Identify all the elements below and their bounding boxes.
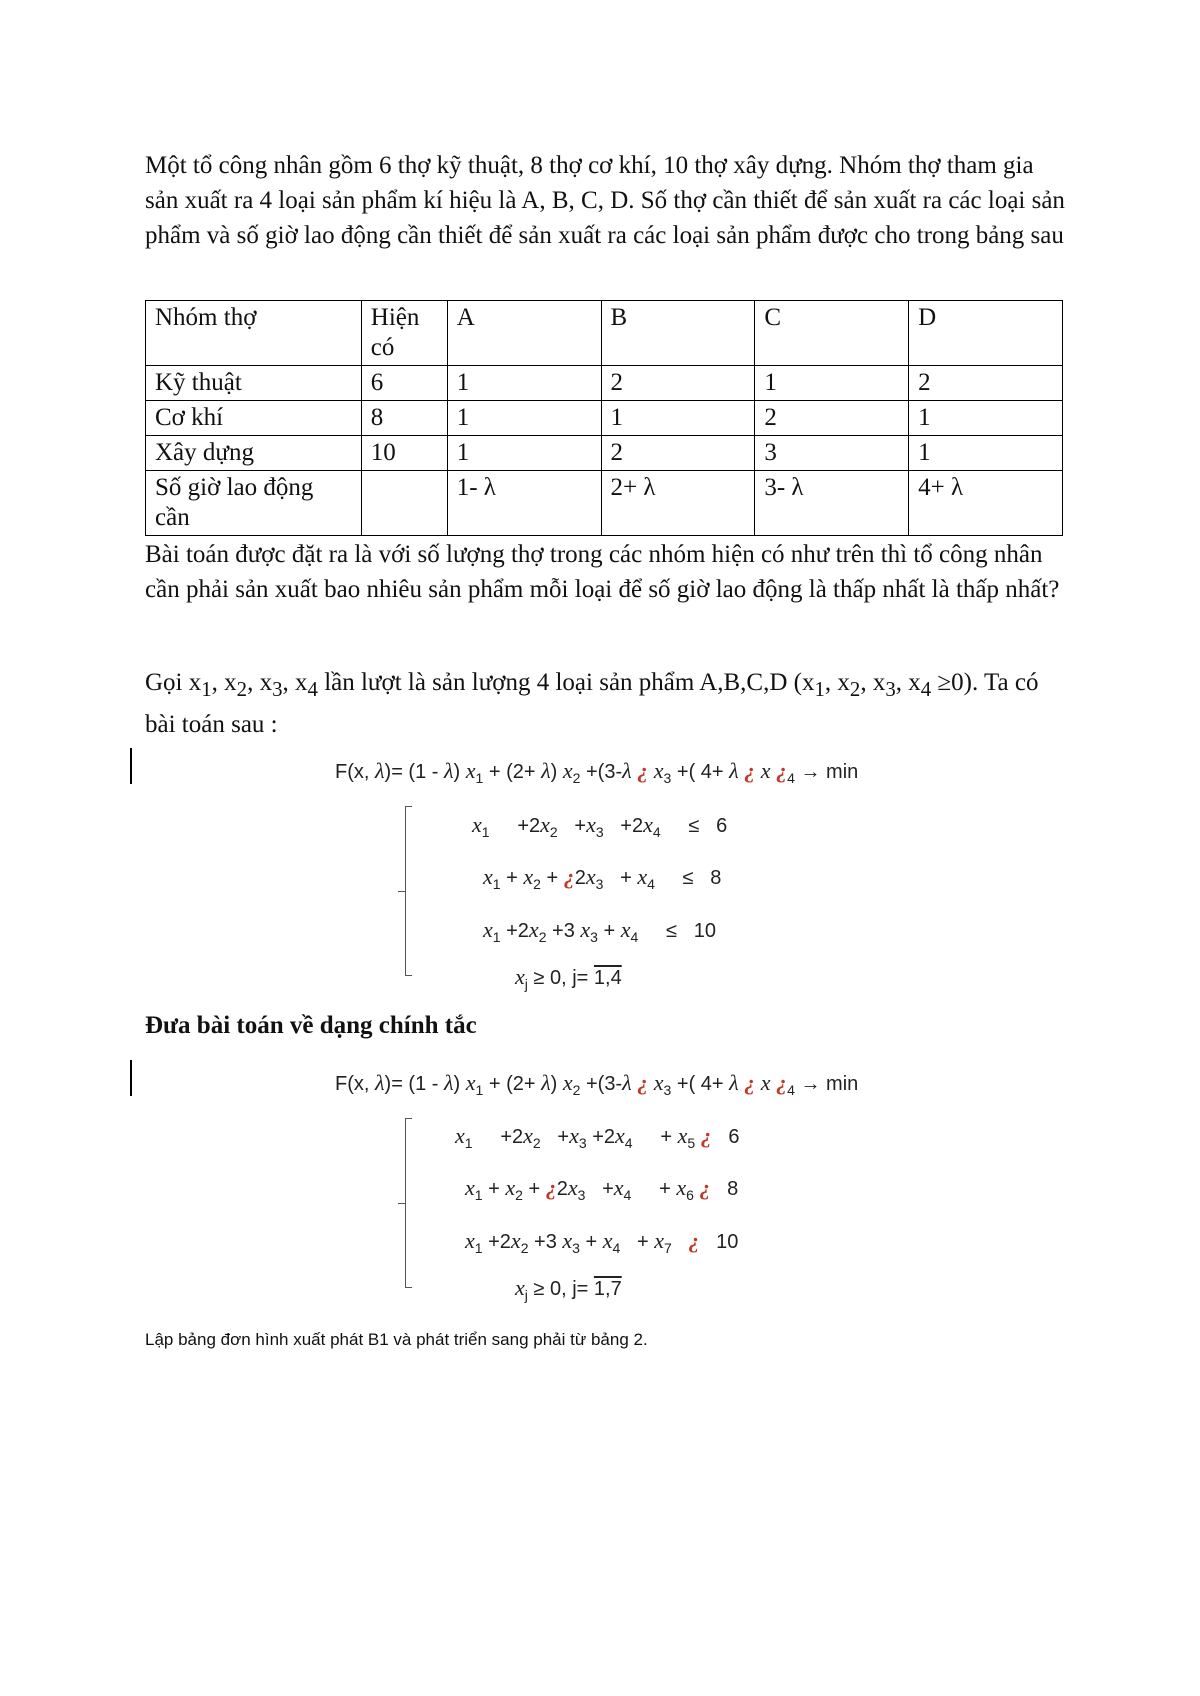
table-header-cell: Nhóm thợ — [146, 301, 362, 366]
intro-paragraph: Một tổ công nhân gồm 6 thợ kỹ thuật, 8 thợ cơ khí, 10 thợ xây dựng. Nhóm thợ tham gia sản xuất ra 4 loại sản phẩm kí hiệu là A, B, C, D. Số thợ cần thiết để sản xuất ra các loại sản phẩm và số giờ lao động cần thiết để sản xuất ra các loại sản phẩm được cho trong bảng sau — [145, 152, 1065, 249]
section-heading: Đưa bài toán về dạng chính tắc — [145, 1012, 477, 1039]
table-cell: 2 — [601, 436, 755, 471]
table-header-row — [146, 301, 1063, 366]
canonical-constraint-3: $x_1 +2x_2 +3$ $x_3 + x_4 + x_7$ ¿ 10 — [465, 1228, 739, 1256]
table-cell: 4+ λ — [909, 471, 1063, 536]
table-row — [146, 366, 1063, 401]
instruction-note: Lập bảng đơn hình xuất phát B1 và phát triển sang phải từ bảng 2. — [145, 1330, 648, 1349]
table-cell: 3- λ — [755, 471, 909, 536]
table-cell: 1 — [447, 436, 601, 471]
constraint-2: $x_1 + x_2$ + ¿$2x_3 + x_4$ ≤ 8 — [483, 864, 722, 892]
table-row — [146, 471, 1063, 536]
table-cell: 3 — [755, 436, 909, 471]
table-row — [146, 436, 1063, 471]
table-cell: 1 — [755, 366, 909, 401]
system-brace-1 — [405, 806, 412, 976]
nonnegativity-2: $x_j \ge 0$, j= 1,7 — [515, 1275, 622, 1303]
table-cell — [361, 471, 447, 536]
variables-paragraph: Gọi $x_1$, $x_2$, $x_3$, $x_4$ lần lượt là sản lượng 4 loại sản phẩm A,B,C,D ($x_1$, $x_2$, $x_3$, $x_4 \ge 0$). Ta có bài toán sau : — [145, 669, 1039, 738]
table-cell: 2 — [601, 366, 755, 401]
question-paragraph: Bài toán được đặt ra là với số lượng thợ trong các nhóm hiện có như trên thì tổ công nhân cần phải sản xuất bao nhiêu sản phẩm mỗi loại để số giờ lao động là thấp nhất là thấp nhất? — [145, 541, 1060, 603]
table-cell: 1 — [909, 401, 1063, 436]
canonical-constraint-2: $x_1 + x_2$ + ¿$2x_3 +x_4$ + $x_6$ ¿ 8 — [465, 1175, 739, 1203]
workforce-table — [145, 300, 1063, 536]
constraint-3: $x_1 +2x_2 +3$ $x_3 + x_4$ ≤ 10 — [483, 917, 717, 945]
table-cell: 10 — [361, 436, 447, 471]
text-cursor — [130, 1060, 132, 1096]
table-cell: 2+ λ — [601, 471, 755, 536]
canonical-constraint-1: $x_1$ $+2x_2 +x_3 +2x_4$ + $x_5$ ¿ 6 — [455, 1123, 740, 1151]
table-row — [146, 401, 1063, 436]
table-header-cell: D — [909, 301, 1063, 366]
objective-function-1: F(x, λ)= (1 - λ) $x_1 + (2+ \lambda)$ $x_2 +(3-\lambda$ ¿ $x_3$ +( 4+ λ ¿ x ¿$_4 \to \min$ — [335, 758, 859, 786]
text-cursor — [130, 748, 132, 784]
table-cell: 1- λ — [447, 471, 601, 536]
system-brace-2 — [405, 1118, 412, 1288]
table-cell: Cơ khí — [146, 401, 362, 436]
variables-text: Gọi x — [145, 669, 202, 696]
table-cell: Số giờ lao động cần — [146, 471, 362, 536]
nonnegativity-1: $x_j \ge 0$, j= 1,4 — [515, 964, 622, 992]
table-header-cell: Hiện có — [361, 301, 447, 366]
variables-text: lần lượt là sản lượng 4 loại sản phẩm A,B,C,D (x — [317, 669, 815, 696]
table-cell: 1 — [601, 401, 755, 436]
objective-function-2: F(x, λ)= (1 - λ) $x_1 + (2+ \lambda)$ $x_2 +(3-\lambda$ ¿ $x_3$ +( 4+ λ ¿ x ¿$_4 \to \min$ — [335, 1070, 859, 1098]
table-cell: 2 — [755, 401, 909, 436]
table-cell: 1 — [909, 436, 1063, 471]
table-cell: 1 — [447, 401, 601, 436]
table-cell: 1 — [447, 366, 601, 401]
table-header-cell: C — [755, 301, 909, 366]
table-cell: 8 — [361, 401, 447, 436]
table-cell: 2 — [909, 366, 1063, 401]
table-cell: 6 — [361, 366, 447, 401]
table-header-cell: B — [601, 301, 755, 366]
constraint-1: $x_1$ $+2x_2 +x_3 +2x_4$ ≤ 6 — [472, 812, 728, 840]
table-header-cell: A — [447, 301, 601, 366]
table-cell: Xây dựng — [146, 436, 362, 471]
variables-text: ≥0). Ta có bài toán sau : — [145, 669, 1039, 738]
table-cell: Kỹ thuật — [146, 366, 362, 401]
